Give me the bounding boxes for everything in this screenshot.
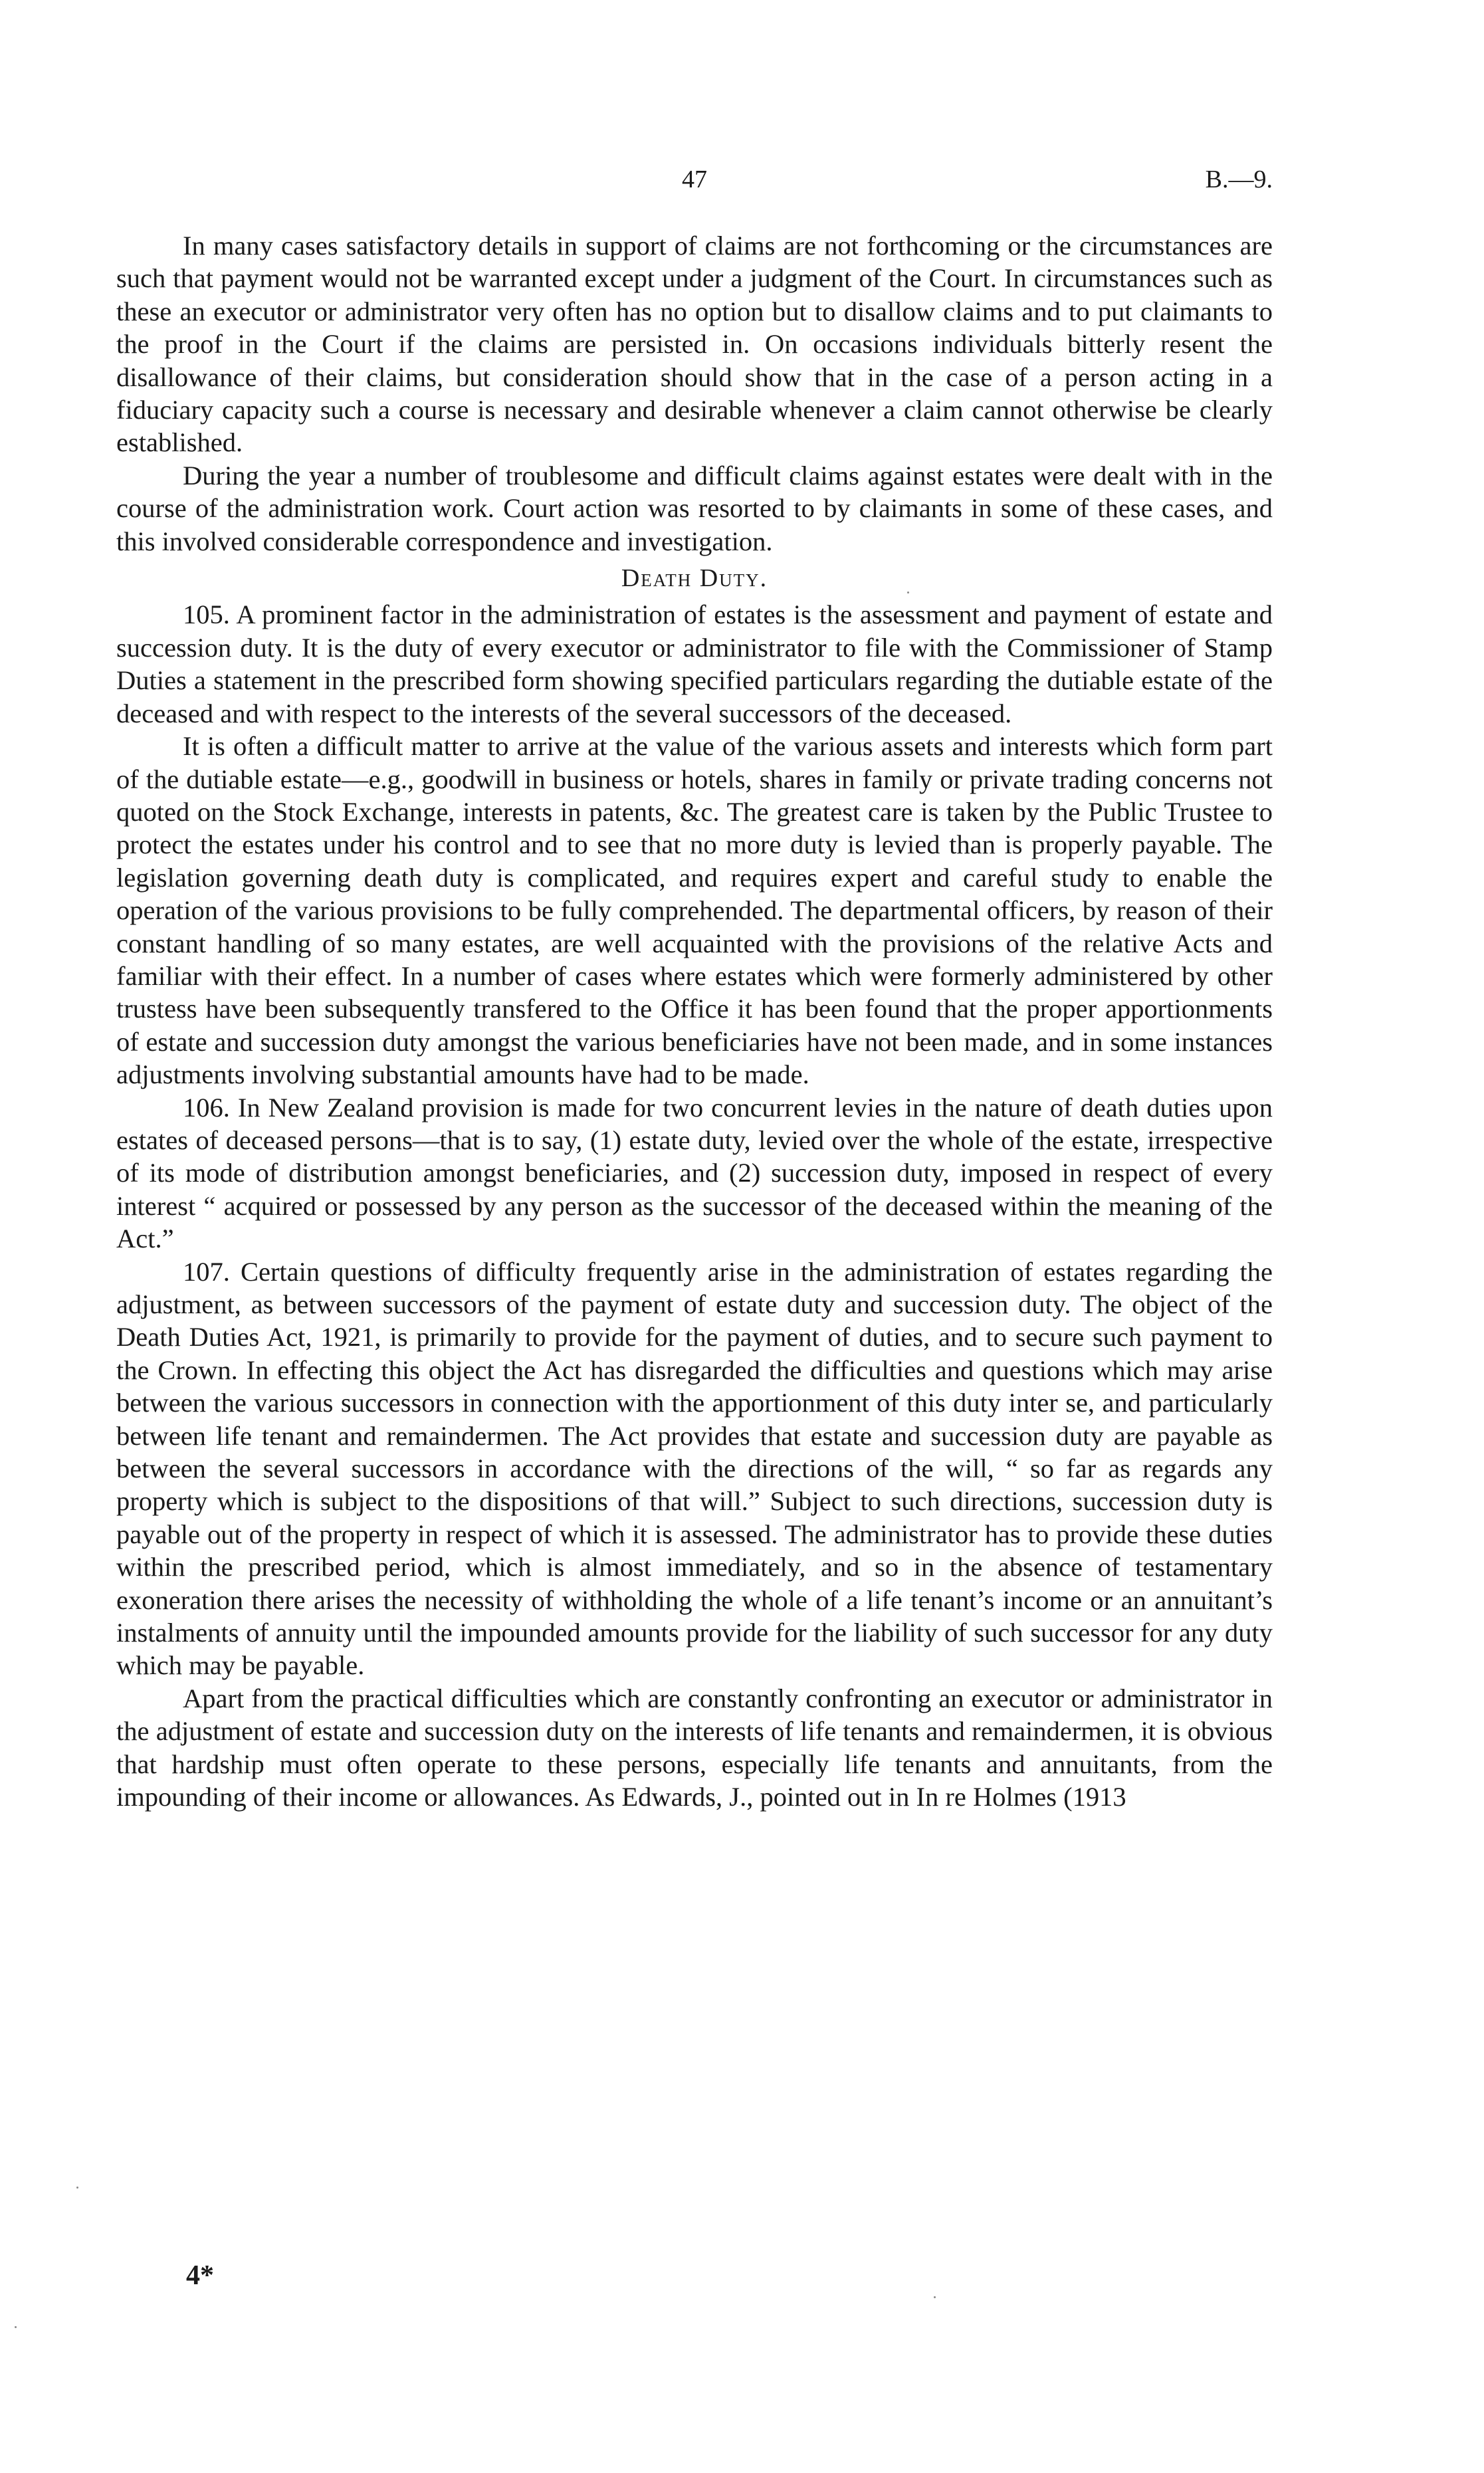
scan-speck xyxy=(934,2296,936,2298)
section-heading-death-duty: Death Duty. xyxy=(621,564,768,593)
paragraph-apart: Apart from the practical difficulties which are constantly confronting an executor or administrator in the adjustment of estate and succession duty on the interests of life tenants and remaindermen, it is obvious that hardship must often operate to these persons, especially life tenants and annuitants, from the impounding of their income or allowances. As Edwards, J., pointed out in In re Holmes (1913 xyxy=(116,1683,1273,1812)
body-text xyxy=(116,229,1273,1814)
paragraph-106: 106. In New Zealand provision is made for two concurrent levies in the nature of death duties upon estates of deceased persons—that is to say, (1) estate duty, levied over the whole of the estate, irrespective of its mode of distribution amongst beneficiaries, and (2) succession duty, imposed in respect of every interest “ acquired or possessed by any person as the successor of the deceased within the meaning of the Act.” xyxy=(116,1092,1273,1254)
scan-speck xyxy=(907,591,909,593)
page-header xyxy=(116,165,1273,205)
scan-speck xyxy=(15,2326,17,2328)
paragraph-107: 107. Certain questions of difficulty frequently arise in the administration of estates regarding the adjustment, as between successors of the payment of estate duty and succession duty. The object of the Death Duties Act, 1921, is primarily to provide for the payment of duties, and to secure such payment to the Crown. In effecting this object the Act has disregarded the difficulties and questions which may arise between the various successors in connection with the apportionment of this duty inter se, and particularly between life tenant and remaindermen. The Act provides that estate and succession duty are payable as between the several successors in accordance with the directions of the will, “ so far as regards any property which is subject to the dispositions of that will.” Subject to such directions, succession duty is payable out of the property in respect of which it is assessed. The administrator has to provide these duties within the prescribed period, which is almost immediately, and so in the absence of testamentary exoneration there arises the necessity of withholding the whole of a life tenant’s income or an annuitant’s instalments of annuity until the impounded amounts provide for the liability of such successor for any duty which may be payable. xyxy=(116,1256,1273,1681)
paragraph-claims: In many cases satisfactory details in support of claims are not forthcoming or the circumstances are such that payment would not be warranted except under a judgment of the Court. In circumstances such as these an executor or administrator very often has no option but to disallow claims and to put claimants to the proof in the Court if the claims are persisted in. On occasions individuals bitterly resent the disallowance of their claims, but consideration should show that in the case of a person acting in a fiduciary capacity such a course is necessary and desirable whenever a claim cannot otherwise be clearly established. xyxy=(116,231,1273,458)
paragraph-valuation: It is often a difficult matter to arrive at the value of the various assets and interests which form part of the dutiable estate—e.g., goodwill in business or hotels, shares in family or private trading concerns not quoted on the Stock Exchange, interests in patents, &c. The greatest care is taken by the Public Trustee to protect the estates under his control and to see that no more duty is levied than is properly payable. The legislation governing death duty is complicated, and requires expert and careful study to enable the operation of the various provisions to be fully comprehended. The departmental officers, by reason of their constant handling of so many estates, are well acquainted with the provisions of the relative Acts and familiar with their effect. In a number of cases where estates which were formerly administered by other trustess have been subsequently transfered to the Office it has been found that the proper apportionments of estate and succession duty amongst the various beneficiaries have not been made, and in some instances adjustments involving substantial amounts have had to be made. xyxy=(116,731,1273,1090)
signature-mark: 4* xyxy=(186,2260,214,2291)
paragraph-105: 105. A prominent factor in the administration of estates is the assessment and payment of estate and succession duty. It is the duty of every executor or administrator to file with the Commissioner of Stamp Duties a statement in the prescribed form showing specified particulars regarding the dutiable estate of the deceased and with respect to the interests of the several successors of the deceased. xyxy=(116,599,1273,728)
page-number: 47 xyxy=(682,165,707,193)
scan-speck xyxy=(76,2187,78,2189)
paragraph-troublesome-claims: During the year a number of troublesome and difficult claims against estates were dealt with in the course of the administration work. Court action was resorted to by claimants in some of these cases, and this involved considerable correspondence and investigation. xyxy=(116,460,1273,556)
series-reference: B.—9. xyxy=(1205,165,1273,193)
